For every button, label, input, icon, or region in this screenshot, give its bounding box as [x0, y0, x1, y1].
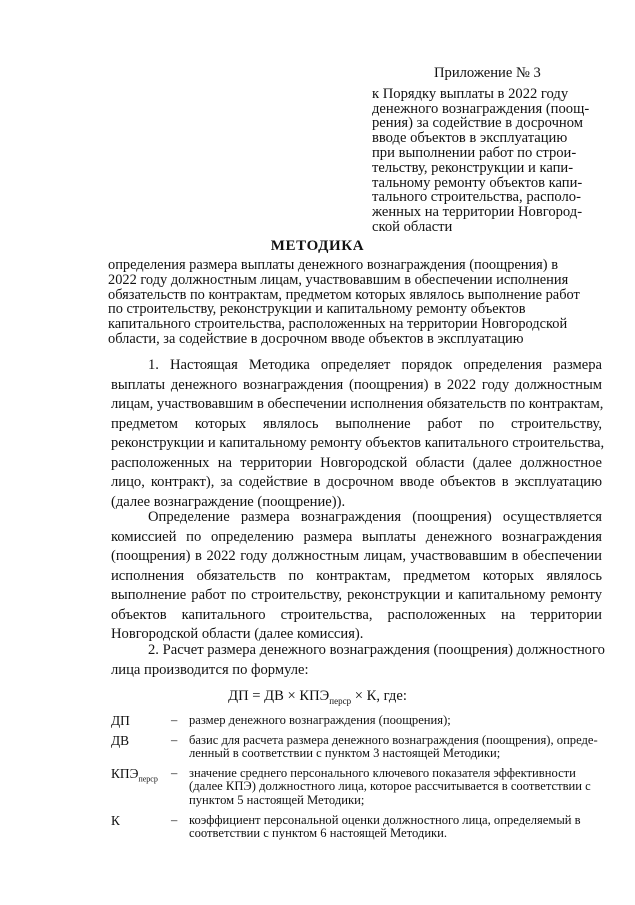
- definition-text: [189, 814, 602, 841]
- definition-line: коэффициент персональной оценки должностного лица, определяемый в: [189, 812, 581, 827]
- appendix-line: денежного вознаграждения (поощ-: [372, 100, 590, 117]
- subtitle-line: по строительству, реконструкции и капитальному ремонту объектов: [108, 301, 526, 318]
- paragraph-2: [111, 508, 602, 645]
- definition-dash: –: [171, 812, 178, 827]
- definition-line: пунктом 5 настоящей Методики;: [189, 792, 365, 807]
- definition-term: К: [111, 812, 120, 828]
- definitions-list: [111, 714, 602, 847]
- paragraph-1: [111, 356, 605, 512]
- paragraph-line: комиссией по определению размера выплаты денежного вознаграждения: [111, 528, 602, 545]
- definition-term: $КПЭ_{перср}$: [111, 765, 158, 784]
- definition-dash: –: [171, 713, 178, 727]
- subtitle-line: определения размера выплаты денежного вознаграждения (поощрения) в: [108, 257, 558, 273]
- formula: [0, 688, 635, 706]
- paragraph-line: объектов капитального строительства, расположенных на территории: [111, 606, 602, 623]
- paragraph-line: лицам, участвовавшим в обеспечении исполнения обязательств по контрактам,: [111, 396, 604, 412]
- definition-line: значение среднего персонального ключевого показателя эффективности: [189, 765, 576, 780]
- definition-item: [111, 734, 602, 761]
- definition-item: [111, 714, 602, 728]
- subtitle-line: 2022 году должностным лицам, участвовавшим в обеспечении исполнения: [108, 271, 569, 288]
- definition-item: [111, 814, 602, 841]
- definition-dash: –: [171, 732, 178, 747]
- definition-term: ДП: [111, 713, 130, 728]
- subtitle-line: обязательств по контрактам, предметом которых являлось выполнение работ: [108, 286, 580, 303]
- paragraph-line: Новгородской области (далее комиссия).: [111, 626, 364, 642]
- appendix-line: тальному ремонту объектов капи-: [372, 174, 583, 191]
- appendix-line: при выполнении работ по строи-: [372, 144, 577, 161]
- definition-line: (далее КПЭ) должностного лица, которое рассчитывается в соответствии с: [189, 779, 591, 794]
- paragraph-line: лицо, контракт), за содействие в досрочном вводе объектов в эксплуатацию: [111, 474, 602, 490]
- paragraph-line: Определение размера вознаграждения (поощрения) осуществляется: [148, 509, 602, 525]
- paragraph-line: 2. Расчет размера денежного вознаграждения (поощрения) должностного: [148, 642, 605, 658]
- definition-dash: –: [171, 765, 178, 780]
- paragraph-line: реконструкции и капитальному ремонту объектов капитального строительства,: [111, 435, 605, 451]
- paragraph-line: 1. Настоящая Методика определяет порядок определения размера: [148, 357, 602, 373]
- formula-rhs: × К, где:: [351, 688, 407, 704]
- paragraph-line: расположенных на территории Новгородской области (далее должностное: [111, 454, 602, 471]
- paragraph-line: (поощрения) в 2022 году должностным лицам, участвовавшим в обеспечении: [111, 548, 602, 564]
- definition-item: [111, 767, 602, 808]
- definition-line: размер денежного вознаграждения (поощрения);: [189, 713, 451, 727]
- appendix-line: ской области: [372, 218, 453, 235]
- formula-subscript: перср: [329, 695, 352, 706]
- definition-term: ДВ: [111, 732, 130, 748]
- paragraph-line: исполнения обязательств по контрактам, предметом которых являлось: [111, 567, 602, 584]
- appendix-line: тельству, реконструкции и капи-: [372, 159, 574, 176]
- appendix-line: тального строительства, располо-: [372, 189, 581, 206]
- appendix-header: [372, 66, 602, 235]
- subtitle-line: области, за содействие в досрочном вводе объектов в эксплуатацию: [108, 330, 524, 347]
- paragraph-line: предметом которых являлось выполнение работ по строительству,: [111, 415, 602, 432]
- document-title: МЕТОДИКА: [270, 238, 365, 254]
- definition-text: [189, 734, 602, 761]
- appendix-line: вводе объектов в эксплуатацию: [372, 130, 568, 147]
- formula-lhs: ДП = ДВ × КПЭ: [228, 688, 330, 704]
- subtitle-line: капитального строительства, расположенных на территории Новгородской: [108, 316, 568, 333]
- paragraph-line: выплаты денежного вознаграждения (поощрения) в 2022 году должностным: [111, 376, 602, 393]
- paragraph-line: выполнение работ по строительству, реконструкции и капитальному ремонту: [111, 587, 602, 603]
- definition-line: ленный в соответствии с пунктом 3 настоящей Методики;: [189, 746, 501, 761]
- appendix-line: женных на территории Новгород-: [372, 204, 583, 221]
- paragraph-3: [111, 641, 605, 680]
- appendix-line: рения) за содействие в досрочном: [372, 115, 583, 132]
- paragraph-line: (далее вознаграждение (поощрение)).: [111, 493, 346, 510]
- definition-line: соответствии с пунктом 6 настоящей Методики.: [189, 826, 448, 841]
- definition-text: [189, 767, 602, 808]
- document-subtitle: [108, 257, 580, 347]
- definition-line: базис для расчета размера денежного вознаграждения (поощрения), опреде-: [189, 732, 598, 747]
- definition-text: [189, 714, 602, 728]
- appendix-line: к Порядку выплаты в 2022 году: [372, 85, 569, 102]
- paragraph-line: лица производится по формуле:: [111, 661, 309, 678]
- appendix-number: Приложение № 3: [434, 65, 541, 81]
